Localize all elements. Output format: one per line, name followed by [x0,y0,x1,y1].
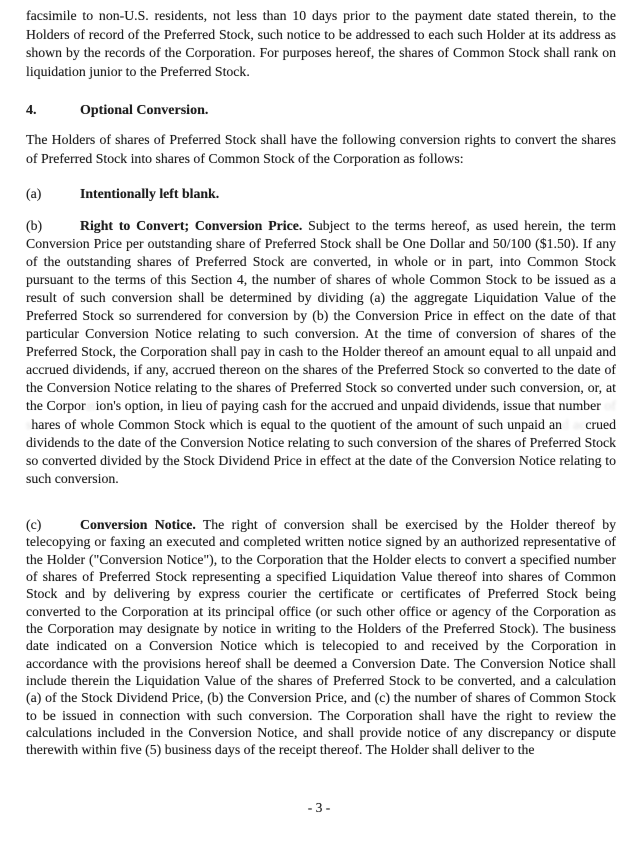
smudge-artifact-1: at [85,398,96,414]
section-number: 4. [26,103,37,118]
clause-a [26,186,616,202]
clause-b-text-2: ion's option, in lieu of paying cash for the accrued and unpaid dividends, issue that number [95,398,605,414]
paragraph-intro: The Holders of shares of Preferred Stock shall have the following conversion rights to convert the shares of Preferred Stock into shares of Common Stock of the Corporation as follows: [26,132,616,166]
clause-b-title: Right to Convert; Conversion Price. [80,218,303,233]
clause-b-text-3: hares of whole Common Stock which is equal to the quotient of the amount of such unpaid an [31,416,563,432]
smudge-artifact-3: d ac [562,416,586,432]
clause-b-label: (b) [26,218,43,233]
clause-b [26,217,616,488]
clause-c-text: The right of conversion shall be exercised by the Holder thereof by telecopying or faxing an executed and completed written notice signed by an authorized representative of the Holder ("Conversion Notice"), to the Corporation that the Holder elects to convert a specified number of shares of Preferred Stock representing a specified Liquidation Value thereof into shares of Common Stock and by delivering by express courier the certificate or certificates of Preferred Stock being converted to the Corporation at its principal office (or such other office or agency of the Corporation as the Corporation may designate by notice in writing to the Holders of the Preferred Stock). The business date indicated on a Conversion Notice which is telecopied to and received by the Corporation in accordance with the provisions hereof shall be deemed a Conversion Date. The Conversion Notice shall include therein the Liquidation Value of the shares of Preferred Stock to be converted, and a calculation (a) of the Stock Dividend Price, (b) the Conversion Price, and (c) the number of shares of Common Stock to be issued in connection with such conversion. The Corporation shall have the right to review the calculations included in the Conversion Notice, and shall provide notice of any discrepancy or dispute therewith within five (5) business days of the receipt thereof. The Holder shall deliver to the [26,517,616,758]
smudge-artifact-2: of s [26,398,616,432]
clause-b-text-4: crued dividends to the date of the Conversion Notice relating to such conversion of the shares of Preferred Stock so converted divided by the Stock Dividend Price in effect at the date of the Conversion Notice relating to such conversion. [26,416,616,486]
clause-c-label: (c) [26,517,42,532]
paragraph-continuation: facsimile to non-U.S. residents, not less than 10 days prior to the payment date stated therein, to the Holders of record of the Preferred Stock, such notice to be addressed to each such Holder at its address as shown by the records of the Corporation. For purposes hereof, the shares of Common Stock shall rank on liquidation junior to the Preferred Stock. [26,8,616,80]
section-title: Optional Conversion. [80,103,209,118]
page-number: - 3 - [307,800,331,815]
clause-c [26,516,616,759]
clause-a-title: Intentionally left blank. [80,186,220,201]
clause-b-text-1: Subject to the terms hereof, as used herein, the term Conversion Price per outstanding share of Preferred Stock shall be One Dollar and 50/100 ($1.50). If any of the outstanding shares of Preferred Stock are converted, in whole or in part, into Common Stock pursuant to the terms of this Section 4, the number of shares of whole Common Stock to be issued as a result of such conversion shall be determined by dividing (a) the aggregate Liquidation Value of the Preferred Stock so surrendered for conversion by (b) the Conversion Price in effect on the date of that particular Conversion Notice relating to such conversion. At the time of conversion of shares of the Preferred Stock, the Corporation shall pay in cash to the Holder thereof an amount equal to all unpaid and accrued dividends, if any, accrued thereon on the shares of the Preferred Stock so converted to the date of the Conversion Notice relating to the shares of Preferred Stock so converted under such conversion, or, at the Corpor [26,218,616,414]
section-heading [26,103,616,119]
clause-c-title: Conversion Notice. [80,517,196,532]
clause-a-label: (a) [26,186,42,201]
